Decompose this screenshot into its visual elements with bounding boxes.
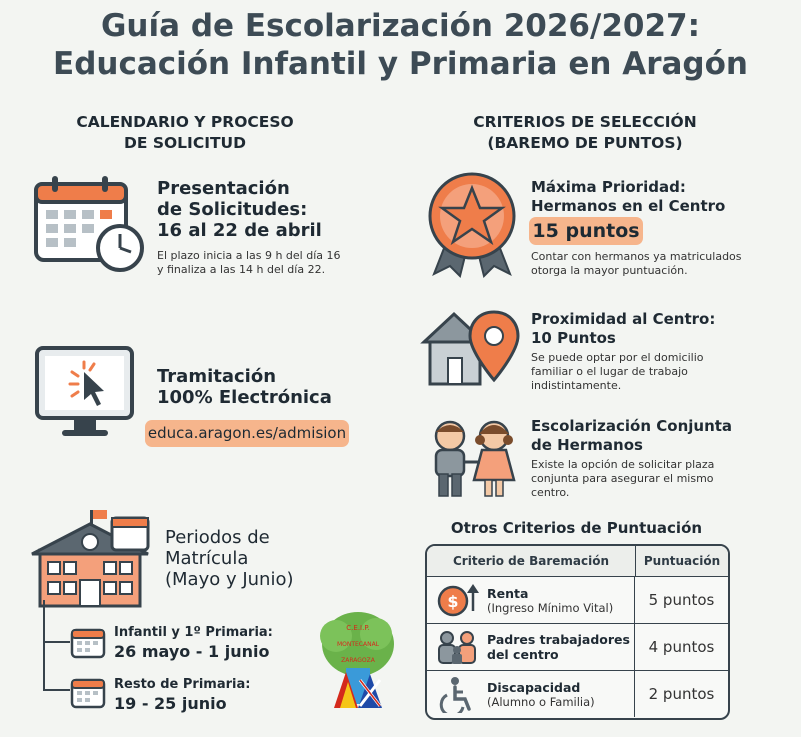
periodo-infantil-label: Infantil y 1º Primaria:	[114, 625, 273, 640]
right-heading-line1: CRITERIOS DE SELECCIÓN	[473, 113, 697, 131]
periodo-primaria-dates: 19 - 25 junio	[114, 694, 227, 713]
criteria-sub: del centro	[487, 647, 559, 662]
criteria-name: Padres trabajadores	[487, 632, 630, 647]
svg-text:$: $	[447, 592, 459, 611]
proximidad-note	[531, 351, 703, 393]
criteria-name: Renta	[487, 585, 529, 601]
conjunta-title-line1: Escolarización Conjunta	[531, 417, 733, 435]
points-cell: 4 puntos	[648, 638, 715, 656]
maxima-title-line2: Hermanos en el Centro	[531, 197, 726, 215]
tramitacion-title-line2: 100% Electrónica	[157, 387, 332, 408]
conjunta-note-line1: Existe la opción de solicitar plaza	[531, 458, 715, 471]
maxima-points-badge: 15 puntos	[529, 217, 643, 245]
proximidad-note-line2: familiar o el lugar de trabajo	[531, 365, 688, 378]
periodos-title-line3: (Mayo y Junio)	[165, 569, 294, 590]
points-cell: 5 puntos	[648, 591, 715, 609]
periodos-title-line2: Matrícula	[165, 548, 249, 569]
presentacion-title	[157, 178, 322, 241]
school-logo	[318, 608, 396, 718]
calendar-clock-icon	[30, 172, 145, 277]
calendar-icon	[70, 625, 106, 659]
maxima-title-line1: Máxima Prioridad:	[531, 178, 686, 196]
proximidad-title-line1: Proximidad al Centro:	[531, 310, 716, 328]
logo-text-mid: MONTECANAL	[336, 641, 380, 648]
maxima-title	[531, 178, 725, 216]
conjunta-title-line2: de Hermanos	[531, 436, 643, 454]
proximidad-title-line2: 10 Puntos	[531, 329, 616, 347]
proximidad-note-line3: indistintamente.	[531, 379, 622, 392]
family-icon	[435, 628, 479, 666]
conjunta-note-line3: centro.	[531, 486, 570, 499]
periodos-title-line1: Periodos de	[165, 527, 270, 548]
criteria-cell	[427, 671, 635, 717]
maxima-note-line2: otorga la mayor puntuación.	[531, 264, 688, 277]
maxima-note	[531, 250, 742, 278]
periodo-infantil-dates: 26 mayo - 1 junio	[114, 642, 270, 661]
star-badge-icon	[418, 168, 526, 278]
school-building-icon	[30, 510, 152, 610]
left-heading-line1: CALENDARIO Y PROCESO	[76, 113, 294, 131]
wheelchair-icon	[435, 675, 479, 713]
conjunta-note-line2: conjunta para asegurar el mismo	[531, 472, 714, 485]
left-heading	[40, 112, 330, 154]
money-icon	[435, 581, 479, 619]
criteria-table	[425, 544, 730, 720]
house-location-icon	[420, 308, 524, 390]
calendar-icon	[70, 675, 106, 709]
presentacion-title-line1: Presentación	[157, 178, 290, 199]
proximidad-title	[531, 310, 715, 348]
table-row	[427, 576, 728, 623]
right-heading-line2: (BAREMO DE PUNTOS)	[487, 134, 683, 152]
points-cell: 2 puntos	[648, 685, 715, 703]
points-col-header: Puntuación	[643, 554, 721, 568]
criteria-cell	[427, 624, 635, 670]
monitor-click-icon	[34, 344, 136, 444]
tramitacion-title	[157, 366, 332, 408]
criteria-name: Discapacidad	[487, 679, 581, 695]
admision-url-link[interactable]: educa.aragon.es/admision	[145, 420, 349, 447]
criteria-table-header	[427, 546, 728, 576]
otros-heading: Otros Criterios de Puntuación	[450, 519, 703, 537]
conjunta-note	[531, 458, 714, 500]
page-title-line1: Guía de Escolarización 2026/2027:	[100, 8, 701, 44]
table-row	[427, 670, 728, 717]
tramitacion-title-line1: Tramitación	[157, 366, 277, 387]
criteria-cell	[427, 577, 635, 623]
presentacion-note-line1: El plazo inicia a las 9 h del día 16	[157, 249, 341, 262]
criteria-sub: (Alumno o Familia)	[487, 694, 595, 709]
presentacion-dates: 16 al 22 de abril	[157, 220, 322, 241]
maxima-note-line1: Contar con hermanos ya matriculados	[531, 250, 742, 263]
presentacion-title-line2: de Solicitudes:	[157, 199, 308, 220]
siblings-icon	[422, 418, 522, 498]
right-heading	[420, 112, 750, 154]
proximidad-note-line1: Se puede optar por el domicilio	[531, 351, 704, 364]
logo-text-bot: ZARAGOZA	[341, 657, 375, 664]
presentacion-note-line2: y finaliza a las 14 h del día 22.	[157, 263, 326, 276]
criteria-sub: (Ingreso Mínimo Vital)	[487, 600, 614, 615]
left-heading-line2: DE SOLICITUD	[123, 134, 246, 152]
presentacion-note	[157, 249, 341, 277]
criteria-col-header: Criterio de Baremación	[427, 546, 636, 576]
periodos-title	[165, 527, 294, 590]
page-title-line2: Educación Infantil y Primaria en Aragón	[53, 46, 748, 82]
conjunta-title	[531, 417, 732, 455]
periodo-primaria-label: Resto de Primaria:	[114, 677, 251, 692]
table-row	[427, 623, 728, 670]
logo-text-top: C.E.I.P.	[346, 624, 370, 632]
